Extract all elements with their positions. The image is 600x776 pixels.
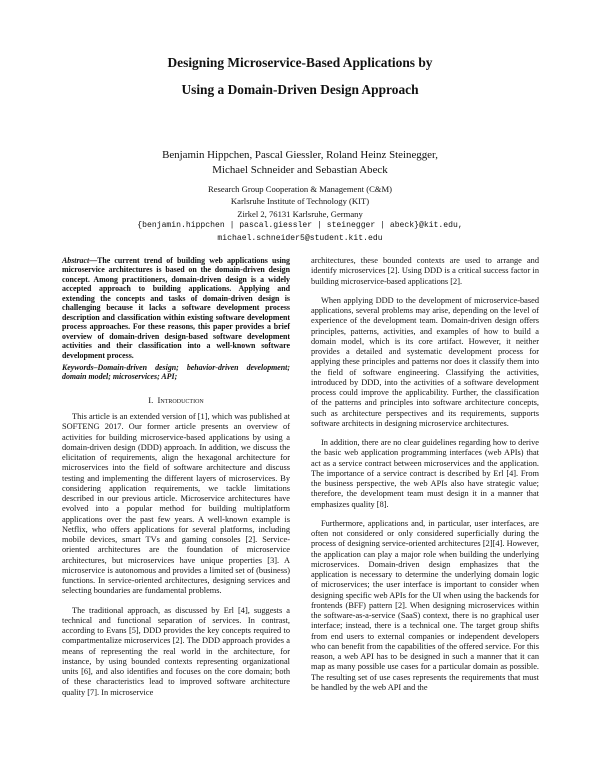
left-column xyxy=(62,256,290,707)
affiliation-line-3: Zirkel 2, 76131 Karlsruhe, Germany xyxy=(237,208,363,219)
left-body xyxy=(62,412,290,698)
keywords-label: Keywords xyxy=(62,362,94,372)
authors-line-1: Benjamin Hippchen, Pascal Giessler, Roland Heinz Steinegger, xyxy=(162,149,438,161)
abstract xyxy=(62,256,290,360)
right-column xyxy=(311,256,539,702)
abstract-text: —The current trend of building web applications using microservice architectures is based on the domain-driven design concept. Among practitioners, domain-driven design is a widely accepted approach to building applications. Applying and extending the concepts and tasks of domain-driven design is challenging because it lacks a software development process description and classification within existing software development process approaches. For these reasons, this paper provides a brief overview of domain-driven design-based software development activities and their classification into a well-known software development process. xyxy=(62,256,290,360)
paragraph: This article is an extended version of [1], which was published at SOFTENG 2017. Our former article presents an overview of activities for building microservice-based applications by using a domain-driven design (DDD) approach. In addition, we discuss the elicitation of requirements, align the hexagonal architecture for microservices into the field of software architecture and discuss testing and implementing the different layers of microservices. By considering application requirements, we tackle limitations described in our previous article. Microservice architectures have evolved into a popular method for building multiplatform applications over the past few years. A well-known example is Netflix, who offers applications for several platforms, including mobile devices, smart TVs and gaming consoles [2]. Service-oriented architectures are the foundation of microservice architectures, but microservices have unique properties [3]. A microservice is autonomous and provides a limited set of (business) functions. In service-oriented architectures, designing services and selecting boundaries are fundamental problems. xyxy=(62,412,290,596)
affiliation-block xyxy=(60,183,540,245)
authors-line-2: Michael Schneider and Sebastian Abeck xyxy=(212,164,388,176)
section-heading xyxy=(62,395,290,405)
affiliation-line-1: Research Group Cooperation & Management (C&M) xyxy=(207,184,392,194)
paragraph: architectures, these bounded contexts are used to arrange and identify microservices [2]. Using DDD is a critical success factor in building microservice-based applications [2]. xyxy=(311,256,539,286)
paper-title-line-1: Designing Microservice-Based Applications by xyxy=(167,55,433,70)
email-line-1: {benjamin.hippchen | pascal.giessler | steinegger | abeck}@kit.edu, xyxy=(137,221,463,231)
paragraph: In addition, there are no clear guidelines regarding how to derive the basic web application programming interfaces (web APIs) that act as a service contract between microservices and the application. The importance of a service contract is described by Erl [4]. From the business perspective, the web APIs also have strategic value; therefore, the development team must design it in a manner that emphasizes quality [8]. xyxy=(311,438,539,509)
paragraph: When applying DDD to the development of microservice-based applications, several problems may arise, depending on the level of experience of the development team. Domain-driven design offers principles, patterns, activities, and examples of how to build a domain model, which is its core artifact. However, it neither provides a detailed and systematic development process for applying these principles and patterns nor does it classify them into the field of software engineering. Classifying the activities, introduced by DDD, into the activities of a software development process could improve the applicability. Further, the classification of the patterns and principles into software architecture concepts, such as architecture perspectives and its requirements, supports software architects in designing microservice architectures. xyxy=(311,295,539,428)
author-list xyxy=(60,148,540,178)
keywords-text: –Domain-driven design; behavior-driven development; domain model; microservices; API; xyxy=(62,362,290,382)
paper-title-line-2: Using a Domain-Driven Design Approach xyxy=(181,82,419,97)
abstract-label: Abstract xyxy=(62,256,90,265)
section-number: I. xyxy=(148,394,154,405)
email-line-2: michael.schneider5@student.kit.edu xyxy=(217,233,383,243)
section-title: Introduction xyxy=(157,394,204,405)
paragraph: Furthermore, applications and, in particular, user interfaces, are often not considered or only considered superficially during the process of designing service-oriented architectures [2][4]. However, the application can play a major role when building the underlying microservices. Domain-driven design emphasizes that the application is necessary to determine the underlying domain logic of microservices; the user interface is important to consider when designing specific web APIs for the UI when using the backends for frontends (BFF) pattern [2]. When designing microservices within the software-as-a-service (SaaS) context, there is no graphical user interface; instead, there is a technical one. The target group shifts from end users to external companies or independent developers who can benefit from the capabilities of the offered service. For this reason, a web API has to be designed in such a manner that it can map as many possible use cases for a particular domain as possible. The resulting set of use cases represents the requirements that must be handled by the web API and the xyxy=(311,518,539,692)
paragraph: The traditional approach, as discussed by Erl [4], suggests a technical and functional separation of services. In contrast, according to Evans [5], DDD provides the key concepts required to compartmentalize microservices [2]. The DDD approach provides a means of representing the real world in the architecture, for instance, by using bounded contexts representing organizational units [6], and also identifies and focuses on the core domain; both of these characteristics lead to improved software architecture quality [7]. In microservice xyxy=(62,605,290,697)
keywords xyxy=(62,363,290,382)
affiliation-line-2: Karlsruhe Institute of Technology (KIT) xyxy=(230,196,370,207)
